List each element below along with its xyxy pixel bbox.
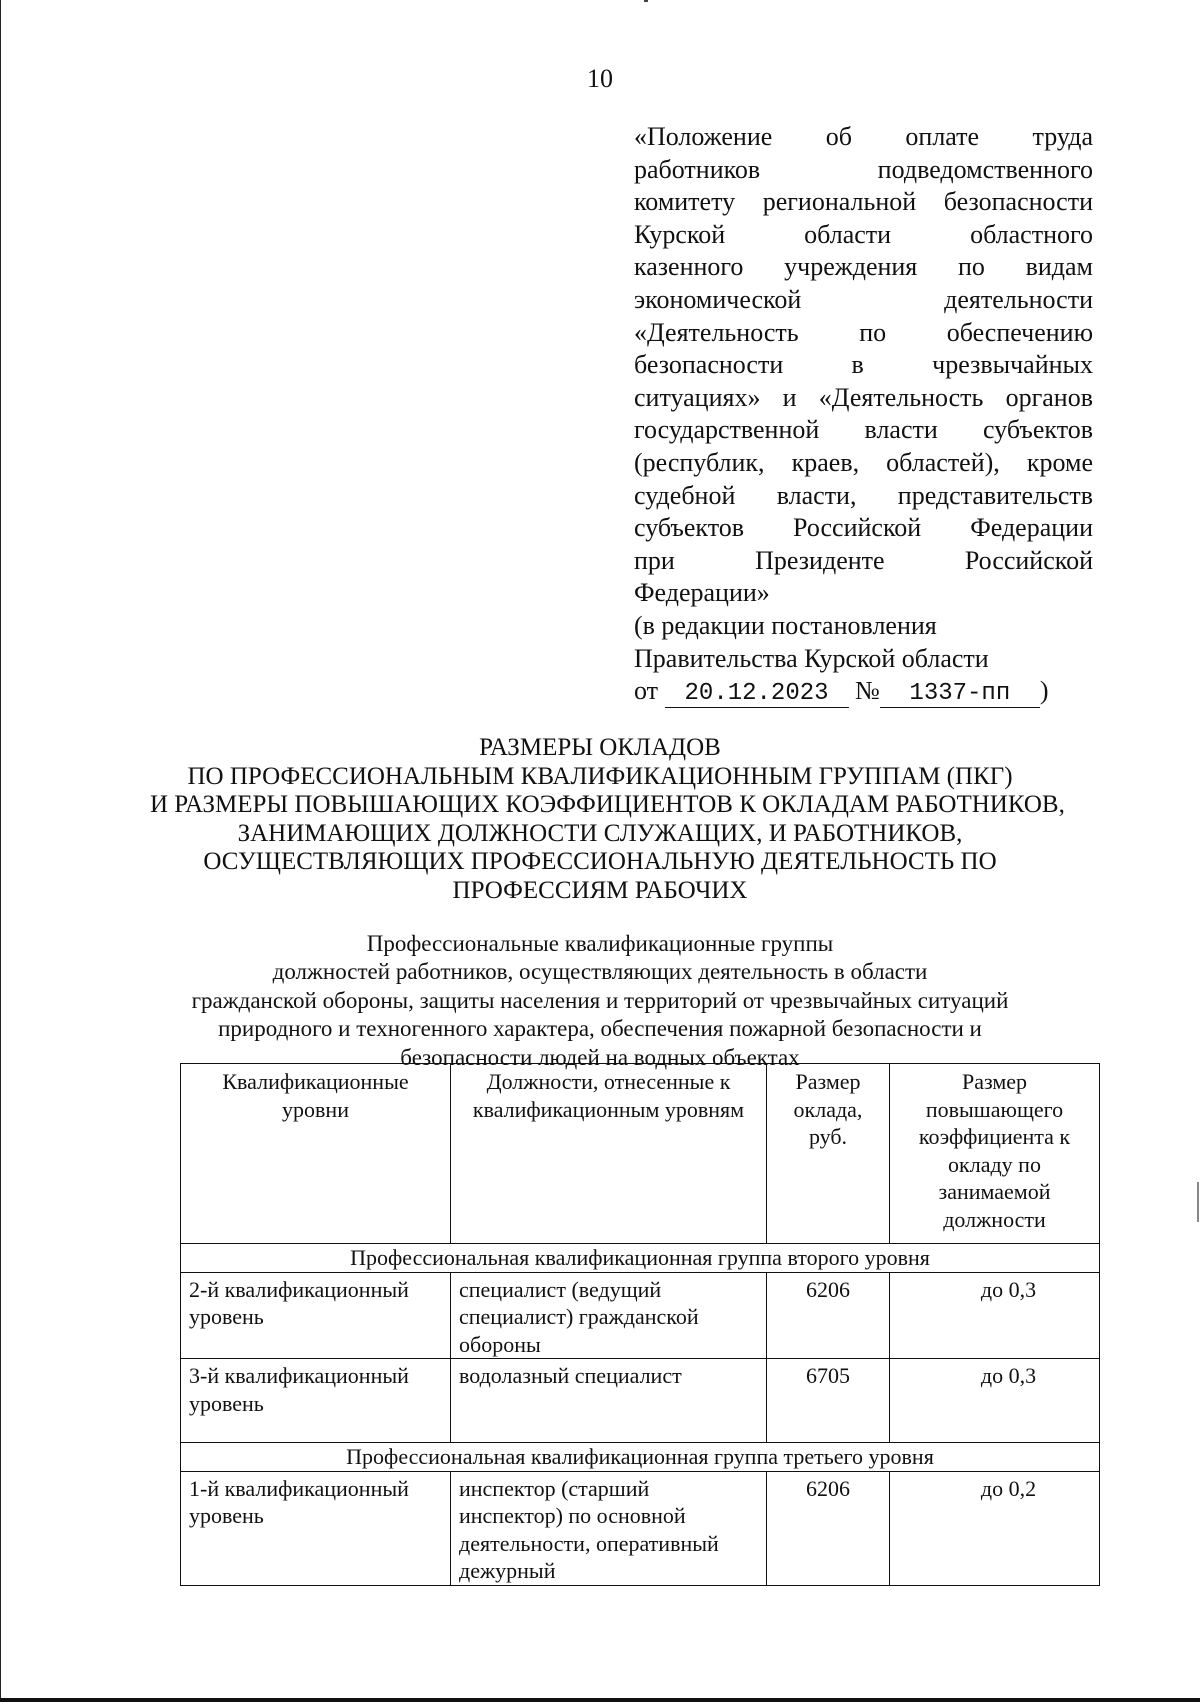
edition-note-line: (в редакции постановления xyxy=(634,610,937,640)
approval-line: ситуациях» и «Деятельность органов xyxy=(634,382,1093,412)
cell-salary: 6206 xyxy=(767,1471,890,1585)
table-row xyxy=(181,1272,1100,1359)
cell-position: водолазный специалист xyxy=(451,1359,767,1443)
section-subtitle xyxy=(150,930,1050,1072)
group-title: Профессиональная квалификационная группа третьего уровня xyxy=(181,1443,1100,1472)
approval-line: субъектов Российской Федерации xyxy=(634,513,1093,543)
table-row xyxy=(181,1359,1100,1443)
approval-block xyxy=(634,121,1093,708)
title-line: И РАЗМЕРЫ ПОВЫШАЮЩИХ КОЭФФИЦИЕНТОВ К ОКЛАДАМ РАБОТНИКОВ, xyxy=(150,791,1065,819)
cell-coefficient: до 0,3 xyxy=(890,1359,1100,1443)
approval-line: казенного учреждения по видам xyxy=(634,252,1093,282)
decree-reference xyxy=(634,675,1093,708)
cell-coefficient: до 0,3 xyxy=(890,1272,1100,1359)
scan-edge-bottom xyxy=(0,1698,1200,1702)
header-coefficient: Размер повышающего коэффициента к окладу по занимаемой должности xyxy=(890,1064,1100,1244)
approval-line: государственной власти субъектов xyxy=(634,415,1093,445)
title-line: ЗАНИМАЮЩИХ ДОЛЖНОСТИ СЛУЖАЩИХ, И РАБОТНИКОВ, xyxy=(237,819,963,847)
approval-line: экономической деятельности xyxy=(634,284,1093,314)
scan-edge-left xyxy=(0,0,1,1702)
subtitle-line: должностей работников, осуществляющих деятельность в области xyxy=(272,959,928,985)
approval-line: «Положение об оплате труда xyxy=(634,122,1093,151)
subtitle-line: гражданской обороны, защиты населения и территорий от чрезвычайных ситуаций xyxy=(191,987,1009,1013)
cell-salary: 6206 xyxy=(767,1272,890,1359)
header-positions: Должности, отнесенные к квалификационным уровням xyxy=(451,1064,767,1244)
title-line: ОСУЩЕСТВЛЯЮЩИХ ПРОФЕССИОНАЛЬНУЮ ДЕЯТЕЛЬНОСТЬ ПО xyxy=(203,848,997,876)
header-salary: Размер оклада, руб. xyxy=(767,1064,890,1244)
cell-position: специалист (ведущий специалист) гражданской обороны xyxy=(451,1272,767,1359)
scan-mark-top xyxy=(644,0,648,2)
edition-note-line: Правительства Курской области xyxy=(634,643,989,673)
group-title: Профессиональная квалификационная группа второго уровня xyxy=(181,1244,1100,1273)
cell-coefficient: до 0,2 xyxy=(890,1471,1100,1585)
subtitle-line: природного и техногенного характера, обеспечения пожарной безопасности и xyxy=(218,1016,982,1042)
approval-line: Федерации» xyxy=(634,578,770,608)
approval-line: судебной власти, представительств xyxy=(634,480,1093,510)
title-line: ПРОФЕССИЯМ РАБОЧИХ xyxy=(452,876,748,904)
group-row xyxy=(181,1443,1100,1472)
closing-paren: ) xyxy=(1039,676,1049,706)
approval-line: (республик, краев, областей), кроме xyxy=(634,447,1093,477)
cell-level: 1-й квалификационный уровень xyxy=(181,1471,451,1585)
title-line: ПО ПРОФЕССИОНАЛЬНЫМ КВАЛИФИКАЦИОННЫМ ГРУППАМ (ПКГ) xyxy=(187,762,1013,790)
header-level: Квалификационные уровни xyxy=(181,1064,451,1244)
subtitle-line: Профессиональные квалификационные группы xyxy=(366,931,834,956)
group-row xyxy=(181,1244,1100,1273)
approval-line: комитету региональной безопасности xyxy=(634,187,1093,217)
page-number: 10 xyxy=(587,64,613,93)
cell-level: 3-й квалификационный уровень xyxy=(181,1359,451,1443)
title-line: РАЗМЕРЫ ОКЛАДОВ xyxy=(479,734,721,761)
salary-table xyxy=(180,1063,1100,1586)
table-row xyxy=(181,1471,1100,1585)
table-header-row xyxy=(181,1064,1100,1244)
cell-salary: 6705 xyxy=(767,1359,890,1443)
decree-date: 20.12.2023 xyxy=(665,681,849,708)
decree-number: 1337-пп xyxy=(880,681,1040,708)
from-label: от xyxy=(634,676,659,706)
approval-line: «Деятельность по обеспечению xyxy=(634,317,1093,347)
approval-line: работников подведомственного xyxy=(634,154,1093,184)
cell-level: 2-й квалификационный уровень xyxy=(181,1272,451,1359)
document-title xyxy=(150,734,1065,906)
approval-line: безопасности в чрезвычайных xyxy=(634,350,1093,380)
scan-mark-right xyxy=(1197,1182,1199,1222)
approval-line: Курской области областного xyxy=(634,219,1093,249)
subtitle-line: безопасности людей на водных объектах xyxy=(400,1044,800,1070)
number-sign: № xyxy=(855,676,880,706)
cell-position: инспектор (старший инспектор) по основной деятельности, оперативный дежурный xyxy=(451,1471,767,1585)
approval-line: при Президенте Российской xyxy=(634,545,1093,575)
